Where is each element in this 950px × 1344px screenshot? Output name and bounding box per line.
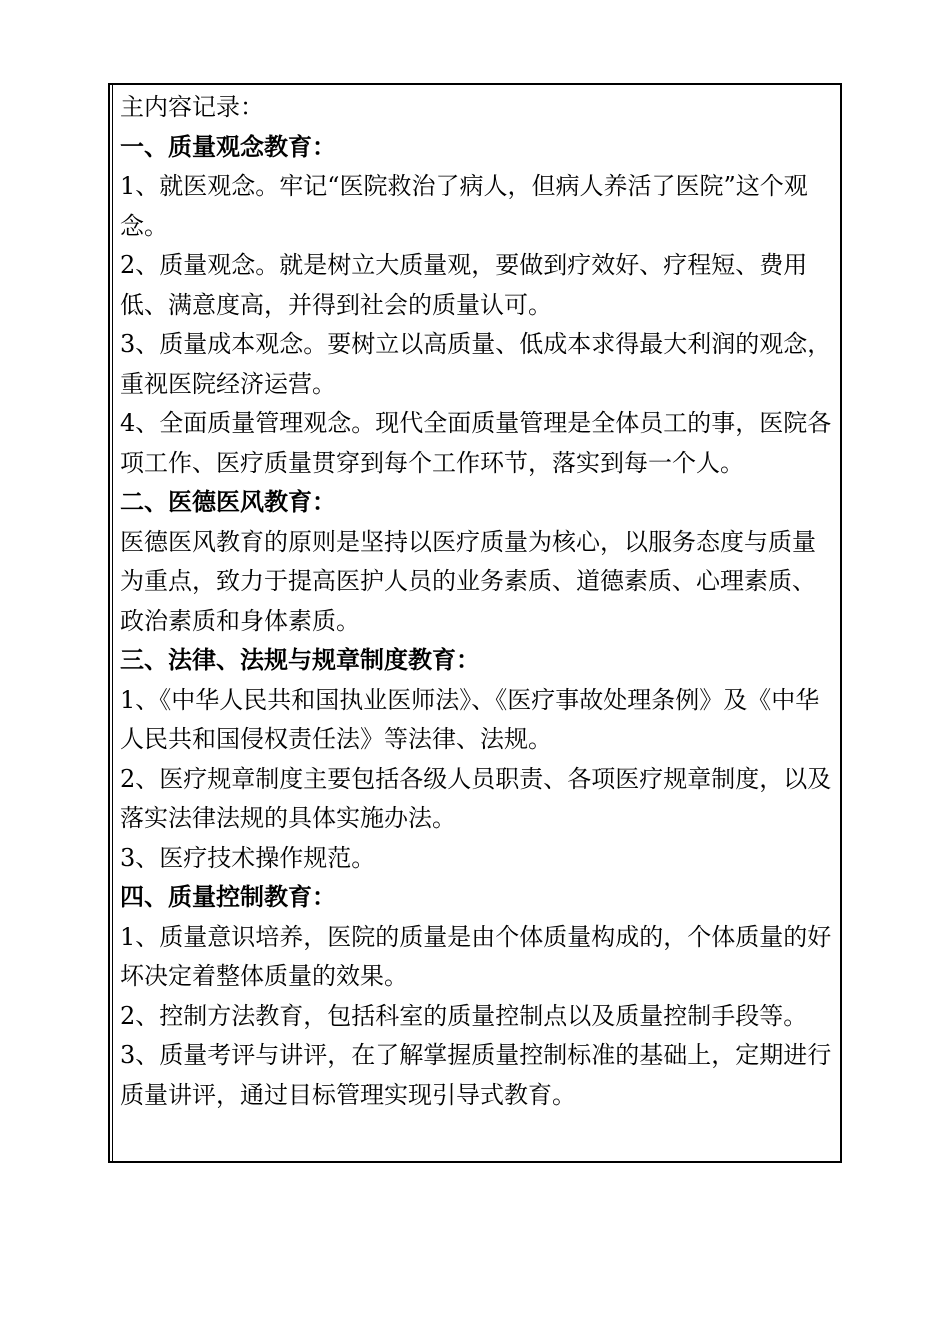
- record-table: [108, 83, 842, 1163]
- section-item: 2、医疗规章制度主要包括各级人员职责、各项医疗规章制度，以及落实法律法规的具体实施办法。: [120, 764, 832, 832]
- section-item: 医德医风教育的原则是坚持以医疗质量为核心，以服务态度与质量为重点，致力于提高医护人员的业务素质、道德素质、心理素质、政治素质和身体素质。: [120, 527, 816, 635]
- section-item: 1、就医观念。牢记“医院救治了病人，但病人养活了医院”这个观念。: [120, 172, 808, 240]
- section-heading-quality-concept: 一、质量观念教育：: [120, 132, 336, 161]
- section-item: 3、质量成本观念。要树立以高质量、低成本求得最大利润的观念，重视医院经济运营。: [120, 330, 832, 398]
- section-item: 1、《中华人民共和国执业医师法》、《医疗事故处理条例》及《中华人民共和国侵权责任法》等法律、法规。: [120, 685, 820, 753]
- section-item: 3、质量考评与讲评，在了解掌握质量控制标准的基础上，定期进行质量讲评，通过目标管理实现引导式教育。: [120, 1041, 832, 1109]
- section-heading-law-regulations: 三、法律、法规与规章制度教育：: [120, 646, 480, 674]
- section-item: 1、质量意识培养，医院的质量是由个体质量构成的，个体质量的好坏决定着整体质量的效果。: [120, 922, 832, 990]
- section-item: 4、全面质量管理观念。现代全面质量管理是全体员工的事，医院各项工作、医疗质量贯穿到每个工作环节，落实到每一个人。: [120, 409, 832, 477]
- section-item: 2、质量观念。就是树立大质量观，要做到疗效好、疗程短、费用低、满意度高，并得到社会的质量认可。: [120, 251, 808, 319]
- record-label: 主内容记录：: [120, 93, 264, 121]
- section-item: 3、医疗技术操作规范。: [120, 843, 376, 872]
- section-heading-medical-ethics: 二、医德医风教育：: [120, 488, 336, 516]
- section-heading-quality-control: 四、质量控制教育：: [120, 883, 336, 911]
- record-content: [120, 88, 836, 1115]
- table-inner-border: [112, 85, 113, 1161]
- section-item: 2、控制方法教育，包括科室的质量控制点以及质量控制手段等。: [120, 1001, 808, 1030]
